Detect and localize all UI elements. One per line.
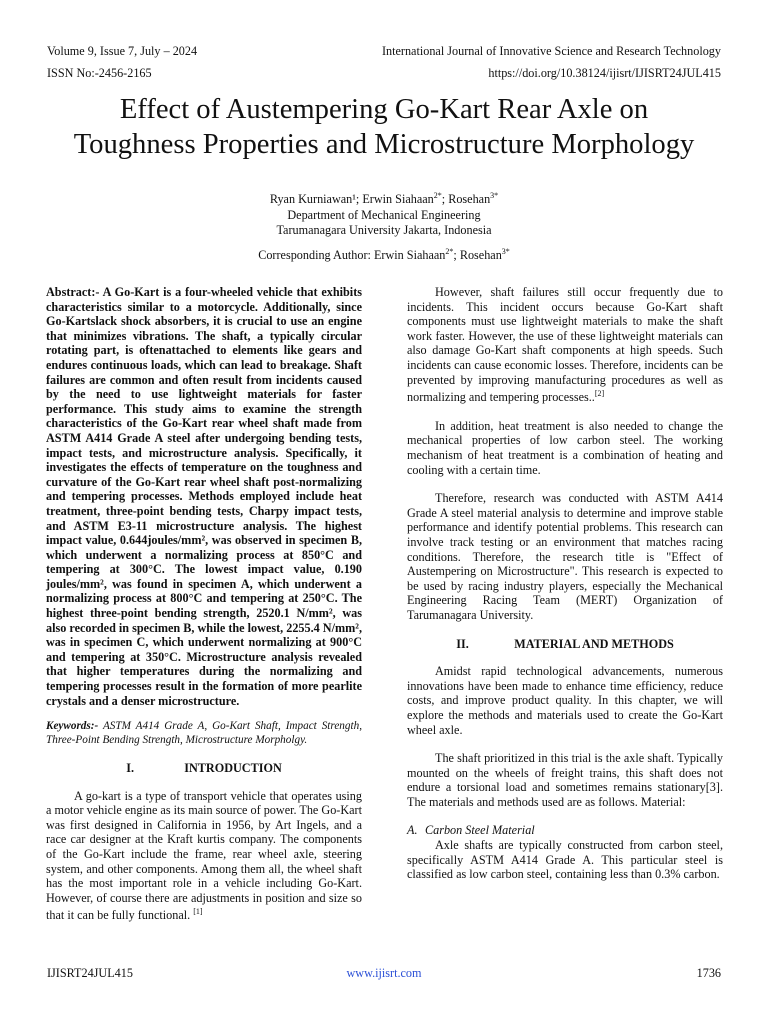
journal-name: International Journal of Innovative Science and Research Technology (381, 44, 721, 58)
volume-issue: Volume 9, Issue 7, July – 2024 (47, 44, 198, 58)
abstract: Abstract:- A Go-Kart is a four-wheeled vehicle that exhibits characteristics similar to a motorcycle. Additionally, since Go-Kartslack shock absorbers, it is crucial to use an engine that minimizes vibrations. The shaft, a typically circular rotating part, is oftenattached to elements like gears and endures continuous loads, which can lead to breakage. Shaft failures are common and often result from incidents caused by the need to use lightweight materials for faster performance. This study aims to examine the strength characteristics of the Go-Kart rear wheel shaft made from ASTM A414 Grade A steel after undergoing bending tests, impact tests, and microstructure analysis. Specifically, it investigates the effects of temperature on the toughness and curvature of the Go-Kart rear wheel shaft post-normalizing and tempering processes. Methods employed include heat treatment, three-point bending tests, Charpy impact tests, and ASTM E3-11 microstructure analysis. The highest impact value, 0.644joules/mm², was observed in specimen B, which underwent a normalizing process at 850°C and tempering at 300°C. The lowest impact value, 0.190 joules/mm², was found in specimen A, which underwent a normalizing process at 800°C and tempering at 250°C. The highest three-point bending strength, 2520.1 N/mm², was also recorded in specimen B, while the lowest, 2255.4 N/mm², was in specimen C, which underwent normalizing at 900°C and tempering at 350°C. Microstructure analysis revealed that higher temperatures during the normalizing and tempering processes result in the formation of more pearlite crystals and a denser microstructure. (46, 285, 362, 708)
left-column (46, 285, 362, 923)
author-names: Ryan Kurniawan¹; Erwin Siahaan$^{2*}$; Rosehan$^{3*}$ (269, 191, 499, 207)
page-number: 1736 (696, 966, 721, 980)
citation-ref[interactable]: [1] (193, 907, 203, 917)
intro-paragraph: A go-kart is a type of transport vehicle that operates using a motor vehicle engine as its main source of power. The Go-Kart was first designed in California in 1956, by Art Ingels, and a race car designer at the Kraft kurtis company. The components of the Go-Kart include the frame, rear wheel axle, steering system, and other components. Among them all, the wheel shaft has the most important role in a vehicle including Go-Kart. However, of course there are adjustments in position and size so that it can be fully functional. [1] (46, 788, 362, 923)
section-number: I. (126, 761, 135, 776)
author-university: Tarumanagara University Jakarta, Indonesia (276, 223, 492, 238)
footer-url-wrap (0, 966, 768, 980)
citation-ref[interactable]: [2] (594, 389, 605, 399)
paragraph-heat-treatment: In addition, heat treatment is also needed to change the mechanical properties of low carbon steel. The working mechanism of heat treatment is a combination of heating and cooling with a certain time. (407, 418, 723, 477)
section-number: II. (456, 636, 469, 651)
subsection-letter: A. (407, 823, 418, 838)
author-block (0, 188, 768, 239)
section-heading-introduction (46, 761, 362, 776)
keywords (46, 720, 362, 747)
paragraph-carbon-steel: Axle shafts are typically constructed from carbon steel, specifically ASTM A414 Grade A. This particular steel is classified as low carbon steel, containing less than 0.3% carbon. (407, 838, 723, 882)
section-heading-materials (407, 637, 723, 652)
paragraph-research: Therefore, research was conducted with ASTM A414 Grade A steel material analysis to determine and improve stable performance and identify potential problems. This research can involve track testing or an environment that matches racing conditions. Therefore, the research title is "Effect of Austempering on Microstructure". This research is expected to be used by racing industry players, especially the Mechanical Engineering Racing Team (MERT) Organization of Tarumanagara University. (407, 491, 723, 622)
paragraph-axle-shaft: The shaft prioritized in this trial is the axle shaft. Typically mounted on the wheels of freight trains, this shaft does not endure a torsional load and sometimes remains stationary[3]. The materials and methods used are as follows. Material: (407, 751, 723, 809)
title-line-1: Effect of Austempering Go-Kart Rear Axle on (119, 94, 649, 125)
paper-title (20, 92, 748, 162)
paragraph-shaft-failures: However, shaft failures still occur frequently due to incidents. This incident occurs because Go-Kart shaft components must use lightweight materials to make the shaft work faster. However, the use of these lightweight materials can also damage Go-Kart shaft components at high speeds. Such incidents can cause economic losses. Therefore, incidents can be prevented by improving manufacturing procedures as well as normalizing and tempering processes..[2] (407, 285, 723, 405)
paragraph-materials-intro: Amidst rapid technological advancements, numerous innovations have been made to enhance time efficiency, reduce costs, and improve product quality. In this chapter, we will explore the methods and materials used to create the Go-Kart wheel axle. (407, 664, 723, 737)
subsection-title: Carbon Steel Material (425, 823, 535, 838)
footer-website-link[interactable]: www.ijisrt.com (346, 966, 422, 980)
keywords-label: Keywords:- (46, 720, 99, 733)
right-column (407, 285, 723, 882)
author-department: Department of Mechanical Engineering (287, 207, 481, 222)
issn: ISSN No:-2456-2165 (47, 66, 152, 80)
title-line-2: Toughness Properties and Microstructure Morphology (73, 129, 695, 160)
keywords-text: ASTM A414 Grade A, Go-Kart Shaft, Impact Strength, Three-Point Bending Strength, Microstructure Morpholgy. (46, 720, 362, 746)
footer-paper-id: IJISRT24JUL415 (47, 966, 133, 980)
corresponding-author: Corresponding Author: Erwin Siahaan$^{2*}$; Rosehan$^{3*}$ (258, 247, 510, 263)
subsection-heading-carbon-steel (407, 823, 723, 838)
section-title: INTRODUCTION (184, 761, 282, 776)
section-title: MATERIAL AND METHODS (514, 636, 674, 651)
doi-link[interactable]: https://doi.org/10.38124/ijisrt/IJISRT24JUL415 (488, 66, 721, 80)
